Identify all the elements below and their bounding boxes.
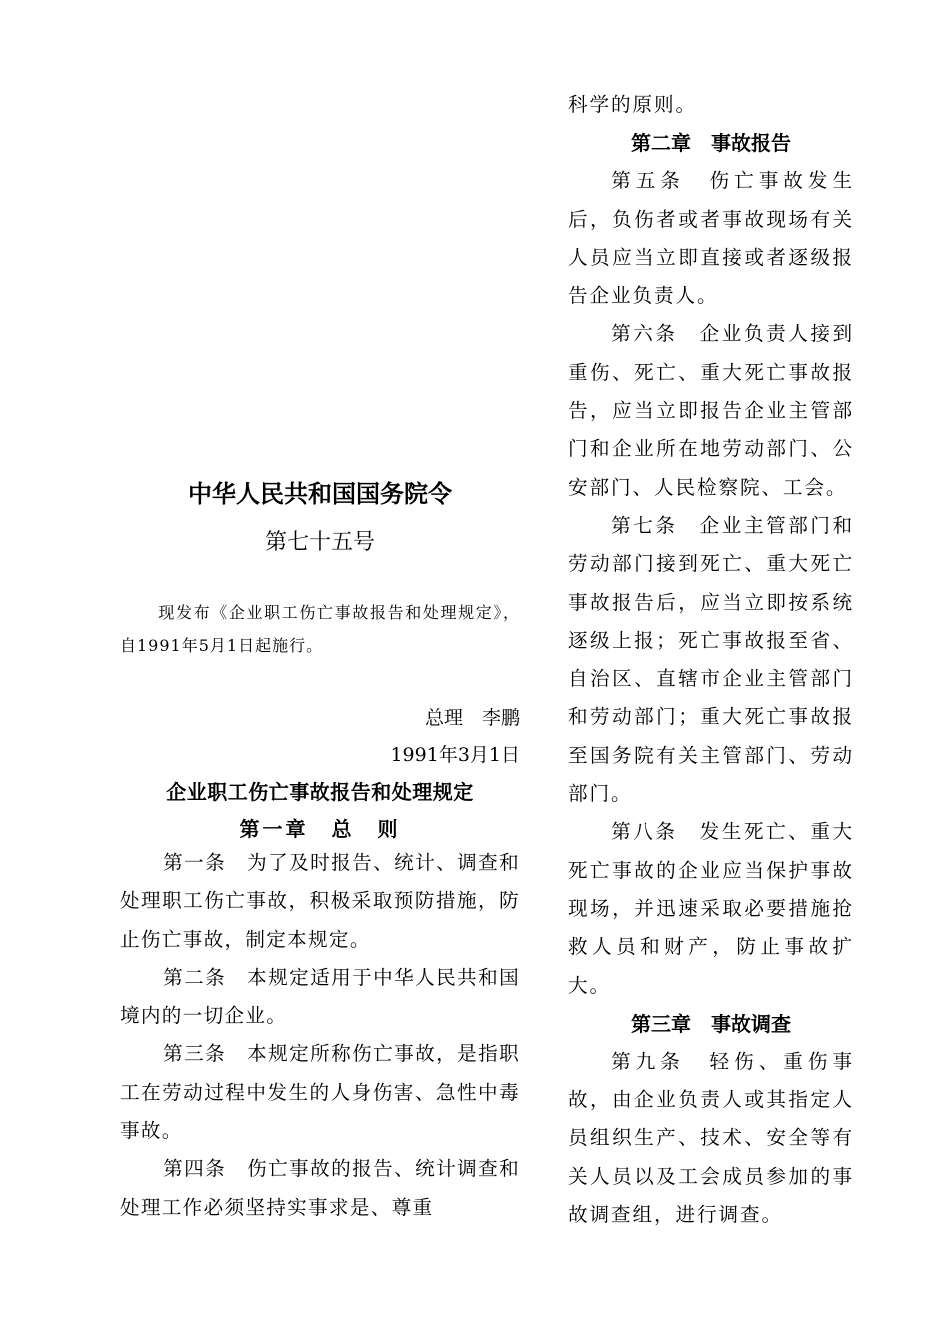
article-3: 第三条 本规定所称伤亡事故，是指职工在劳动过程中发生的人身伤害、急性中毒事故。: [120, 1042, 520, 1143]
article-7: 第七条 企业主管部门和劳动部门接到死亡、重大死亡事故报告后，应当立即按系统逐级上报；死亡事故报至省、自治区、直辖市企业主管部门和劳动部门；重大死亡事故报至国务院有关主管部门、劳动部门。: [568, 513, 854, 806]
article-8: 第八条 发生死亡、重大死亡事故的企业应当保护事故现场，并迅速采取必要措施抢救人员和财产，防止事故扩大。: [568, 820, 854, 997]
right-column: [568, 86, 854, 1234]
regulation-title: 企业职工伤亡事故报告和处理规定: [166, 780, 474, 804]
decree-title: 中华人民共和国国务院令: [188, 480, 452, 508]
article-9: 第九条 轻伤、重伤事故，由企业负责人或其指定人员组织生产、技术、安全等有关人员以及工会成员参加的事故调查组，进行调查。: [568, 1049, 854, 1227]
article-6: 第六条 企业负责人接到重伤、死亡、重大死亡事故报告，应当立即报告企业主管部门和企业所在地劳动部门、公安部门、人民检察院、工会。: [568, 322, 854, 499]
decree-number: 第七十五号: [264, 530, 375, 555]
chapter-2-title: 第二章 事故报告: [631, 131, 791, 156]
chapter-1-title: 第一章 总 则: [239, 817, 401, 841]
left-column: [120, 478, 520, 1227]
article-4: 第四条 伤亡事故的报告、统计调查和处理工作必须坚持实事求是、尊重: [120, 1157, 520, 1219]
announcement: 现发布《企业职工伤亡事故报告和处理规定》，自1991年5月1日起施行。: [120, 603, 520, 655]
article-2: 第二条 本规定适用于中华人民共和国境内的一切企业。: [120, 965, 520, 1028]
signer: 总理 李鹏: [424, 707, 520, 729]
article-5: 第五条 伤亡事故发生后，负伤者或者事故现场有关人员应当立即直接或者逐级报告企业负责人。: [568, 169, 854, 308]
article-1: 第一条 为了及时报告、统计、调查和处理职工伤亡事故，积极采取预防措施，防止伤亡事故，制定本规定。: [120, 851, 520, 951]
chapter-3-title: 第三章 事故调查: [631, 1011, 791, 1036]
article-4-continuation: 科学的原则。: [568, 93, 697, 116]
signing-date: 1991年3月1日: [390, 744, 520, 766]
